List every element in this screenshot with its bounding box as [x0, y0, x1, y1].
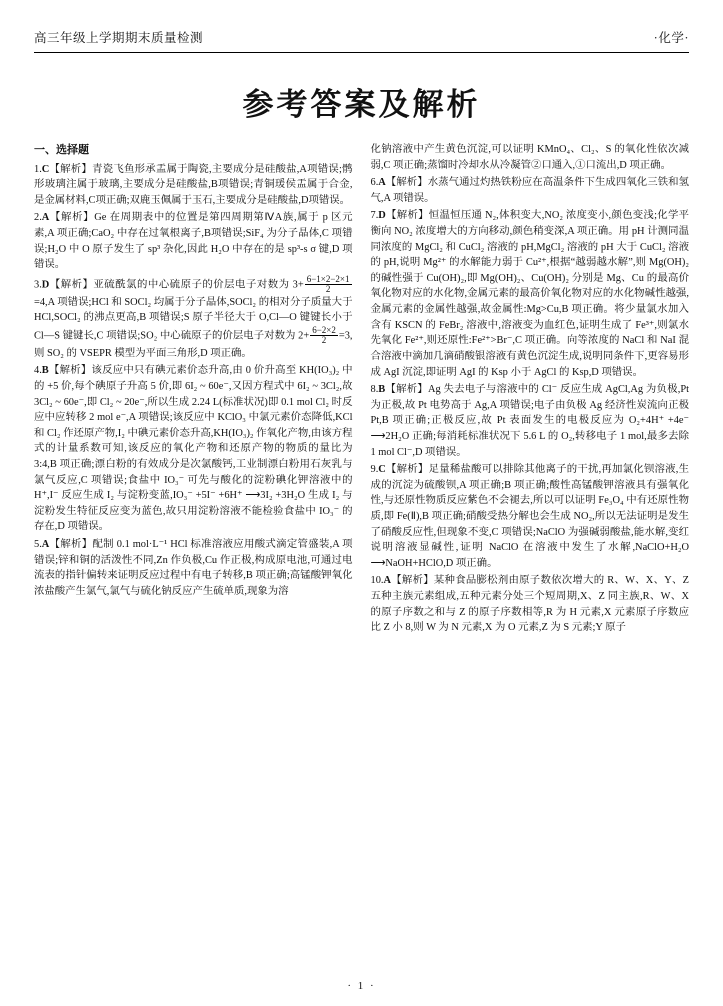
right-column [371, 142, 690, 937]
item-tag: 【解析】 [385, 177, 428, 189]
left-column [34, 142, 353, 937]
item-answer: A [41, 539, 50, 551]
answer-item-5 [34, 537, 353, 599]
fraction-denominator: 2 [325, 284, 331, 295]
item-number: 1. [34, 163, 42, 175]
item-number: 9. [370, 464, 379, 476]
item-answer: B [41, 365, 49, 377]
item-text-mid: =4,A 项错误;HCl 和 SOCl₂ 均属于分子晶体,SOCl₂ 的相对分子质量大于 HCl,SOCl₂ 的沸点更高,B 项错误;S 原子半径大于 O,Cl—O 键键长小于 Cl—S 键键长,C 项错误;SO₂ 中心硫原子的价层电子对数为 2+ [34, 296, 353, 342]
fraction-2 [310, 326, 338, 346]
item-answer: C [41, 163, 50, 175]
item-text: 该反应中只有碘元素价态升高,由 0 价升高至 KH(IO₃)₂ 中的 +5 价,每个碘原子升高 5 价,即 6I₂ ~ 60e⁻,又因方程式中 6I₂ ~ 3Cl₂,故 3Cl₂ ~ 60e⁻,即 Cl₂ ~ 20e⁻,所以生成 2.24 L(标准状况)即 0.1 mol Cl₂ 时反应中应转移 2 mol e⁻,A 项错误;该反应中 KClO₃ 中氯元素价态降低,KCl 和 Cl₂ 作还原产物,I₂ 中碘元素价态升高,KH(IO₃)₂ 作氧化产物,由该方程式的计量系数可知,该反应的氧化产物和还原产物的物质的量比为 3:4,B 项正确;漂白粉的有效成分是次氯酸钙,工业制漂白粉用石灰乳与氯气反应,C 项错误;食盐中 IO₃⁻ 可先与酸化的淀粉碘化钾溶液中的 H⁺,I⁻ 反应生成 I₂ 与淀粉变蓝,IO₃⁻ +5I⁻ +6H⁺ ⟶3I₂ +3H₂O 生成 I₂ 与淀粉发生特征反应变为蓝色,故只用淀粉溶液不能检验食盐中 IO₃⁻ 的存在,D 项错误。 [34, 365, 353, 533]
item-answer: D [378, 210, 386, 222]
item-number: 4. [34, 365, 42, 377]
fraction-numerator: 6−2×2 [312, 324, 336, 335]
header-right-subject: ·化学· [653, 31, 689, 45]
item-number: 7. [370, 210, 379, 222]
answer-item-7 [371, 208, 690, 380]
item-text: 配制 0.1 mol·L⁻¹ HCl 标准溶液应用酸式滴定管盛装,A 项错误;锌和铜的活泼性不同,Zn 作负极,Cu 作正极,构成原电池,可通过电流表的指针偏转来证明反应过程中有电子转移,B 项正确;高锰酸钾氧化浓盐酸产生氯气,氯气与硫化钠反应产生硫单质,现象为溶 [34, 539, 353, 597]
answer-item-1 [34, 162, 353, 209]
answer-item-3 [34, 275, 353, 362]
item-text: Ge 在周期表中的位置是第四周期第ⅣA族,属于 p 区元素,A 项正确;CaO₂ 中存在过氧根离子,B项错误;SiF₄ 为分子晶体,C 项错误;H₂O 中 O 原子发生了 sp³ 杂化,因此 H₂O 中存在的是 sp³-s σ 键,D 项错误。 [34, 212, 353, 271]
page-title: 参考答案及解析 [242, 87, 481, 123]
fraction-denominator: 2 [321, 335, 327, 346]
item-answer: D [41, 279, 50, 291]
answer-item-10 [371, 573, 690, 635]
item-text: 化钠溶液中产生黄色沉淀,可以证明 KMnO₄、Cl₂、S 的氧化性依次减弱,C 项正确;蒸馏时冷却水从冷凝管②口通入,①口流出,D 项正确。 [370, 144, 689, 171]
item-answer: A [378, 177, 386, 189]
item-answer: A [383, 575, 392, 587]
item-text: 足量稀盐酸可以排除其他离子的干扰,再加氯化钡溶液,生成的沉淀为硫酸钡,A 项正确;B 项正确;酸性高锰酸钾溶液具有强氧化性,与还原性物质反应紫色不会褪去,所以可以证明 Fe₃O₄ 中有还原性物质,即 Fe(Ⅱ),B 项正确;硝酸受热分解也会生成 NO₂,所以无法证明是发生了硝酸反应性,但现象不变,C 项错误;NaClO 为强碱弱酸盐,能水解,变红说明溶液显碱性,证明 NaClO 在溶液中发生了水解,NaClO+H₂O ⟶NaOH+HClO,D 项正确。 [370, 464, 690, 569]
item-number: 8. [370, 384, 379, 396]
item-number: 2. [34, 212, 42, 224]
item-number: 10. [370, 575, 384, 587]
fraction-numerator: 6−1×2−2×1 [306, 273, 350, 284]
answer-item-4 [34, 363, 353, 535]
item-answer: C [378, 464, 386, 476]
item-tag: 【解析】 [49, 279, 94, 291]
item-text: 恒温恒压通 N₂,体积变大,NO₂ 浓度变小,颜色变浅;化学平衡向 NO₂ 浓度增大的方向移动,颜色稍变深,A 项正确。用 pH 计测同温同浓度的 MgCl₂ 和 CuCl₂ 溶液的 pH,MgCl₂ 溶液的 pH 大于 CuCl₂ 溶液的 pH,说明 Mg²⁺ 的水解能力弱于 Cu²⁺,根据“越弱越水解”,则 Mg(OH)₂ 的碱性强于 Cu(OH)₂,即 Mg(OH)₂、Cu(OH)₂ 分别是 Mg、Cu 的最高价氧化物对应的水化物,金属元素的最高价氧化物对应的水化物碱性越强,金属元素的金属性越强,故金属性:Mg>Cu,B 项正确。将少量氯水加入含有 KSCN 的 FeBr₂ 溶液中,溶液变为血红色,证明生成了 Fe³⁺,则氯水先氧化 Fe²⁺,则还原性:Fe²⁺>Br⁻,C 项正确。向等浓度的 NaCl 和 NaI 混合溶液中滴加几滴硝酸银溶液有黄色沉淀生成,说明同条件下,更容易形成 AgI 沉淀,即证明 AgI 的 Ksp 小于 AgCl 的 Ksp,D 项错误。 [370, 210, 690, 378]
answer-item-8 [371, 382, 690, 460]
item-number: 3. [34, 279, 42, 291]
item-answer: B [378, 384, 386, 396]
item-tag: 【解析】 [391, 575, 434, 587]
item-answer: A [41, 212, 50, 224]
item-tag: 【解析】 [49, 163, 93, 175]
header-rule [34, 52, 689, 53]
item-number: 5. [34, 539, 42, 551]
item-text-end: =3,则 SO₂ 的 VSEPR 模型为平面三角形,D 项正确。 [34, 330, 353, 359]
item-text: 某种食品膨松剂由原子数依次增大的 R、W、X、Y、Z 五种主族元素组成,五种元素分处三个短周期,X、Z 同主族,R、W、X 的原子序数之和与 Z 的原子序数相等,R 为 H 元素,X 元素原子序数应比 Z 小 8,则 W 为 N 元素,X 为 O 元素,Z 为 S 元素;Y 原子 [370, 575, 689, 634]
item-text: 水蒸气通过灼热铁粉应在高温条件下生成四氧化三铁和氢气,A 项错误。 [370, 177, 690, 204]
item-tag: 【解析】 [385, 210, 429, 222]
fraction-1 [305, 275, 352, 295]
item-number: 6. [370, 177, 379, 189]
item-tag: 【解析】 [49, 212, 95, 224]
item-tag: 【解析】 [48, 365, 92, 377]
two-column-body [34, 142, 689, 937]
item-tag: 【解析】 [385, 384, 428, 396]
page-number: · 1 · [347, 980, 376, 992]
item-text-pre: 亚硫酰氯的中心硫原子的价层电子对数为 3+ [93, 279, 304, 291]
page-header [34, 28, 689, 50]
answer-item-2 [34, 210, 353, 272]
answer-item-6 [371, 175, 690, 206]
answer-item-5-continued [371, 142, 690, 173]
item-tag: 【解析】 [49, 539, 93, 551]
item-text: Ag 失去电子与溶液中的 Cl⁻ 反应生成 AgCl,Ag 为负极,Pt 为正极,故 Pt 电势高于 Ag,A 项错误;电子由负极 Ag 经济性炭流向正极 Pt,B 项正确;正极反应,故 Pt 表面发生的电极反应为 O₂+4H⁺ +4e⁻ ⟶2H₂O 正确;每消耗标准状况下 5.6 L 的 O₂,转移电子 1 mol,最多去除1 mol Cl⁻,D 项错误。 [370, 384, 689, 458]
answer-item-9 [371, 462, 690, 571]
item-text: 青瓷飞鱼形承盂属于陶瓷,主要成分是硅酸盐,A项错误;鹘形玻璃注属于玻璃,主要成分是硅酸盐,B项错误;青铜瑗侯盂属于合金,是金属材料,C项正确;双鹿玉佩属于玉石,主要成分是硅酸盐,D项错误。 [34, 163, 353, 206]
item-tag: 【解析】 [385, 464, 429, 476]
section-title: 一、选择题 [34, 144, 89, 156]
header-left-title: 高三年级上学期期末质量检测 [34, 31, 204, 45]
